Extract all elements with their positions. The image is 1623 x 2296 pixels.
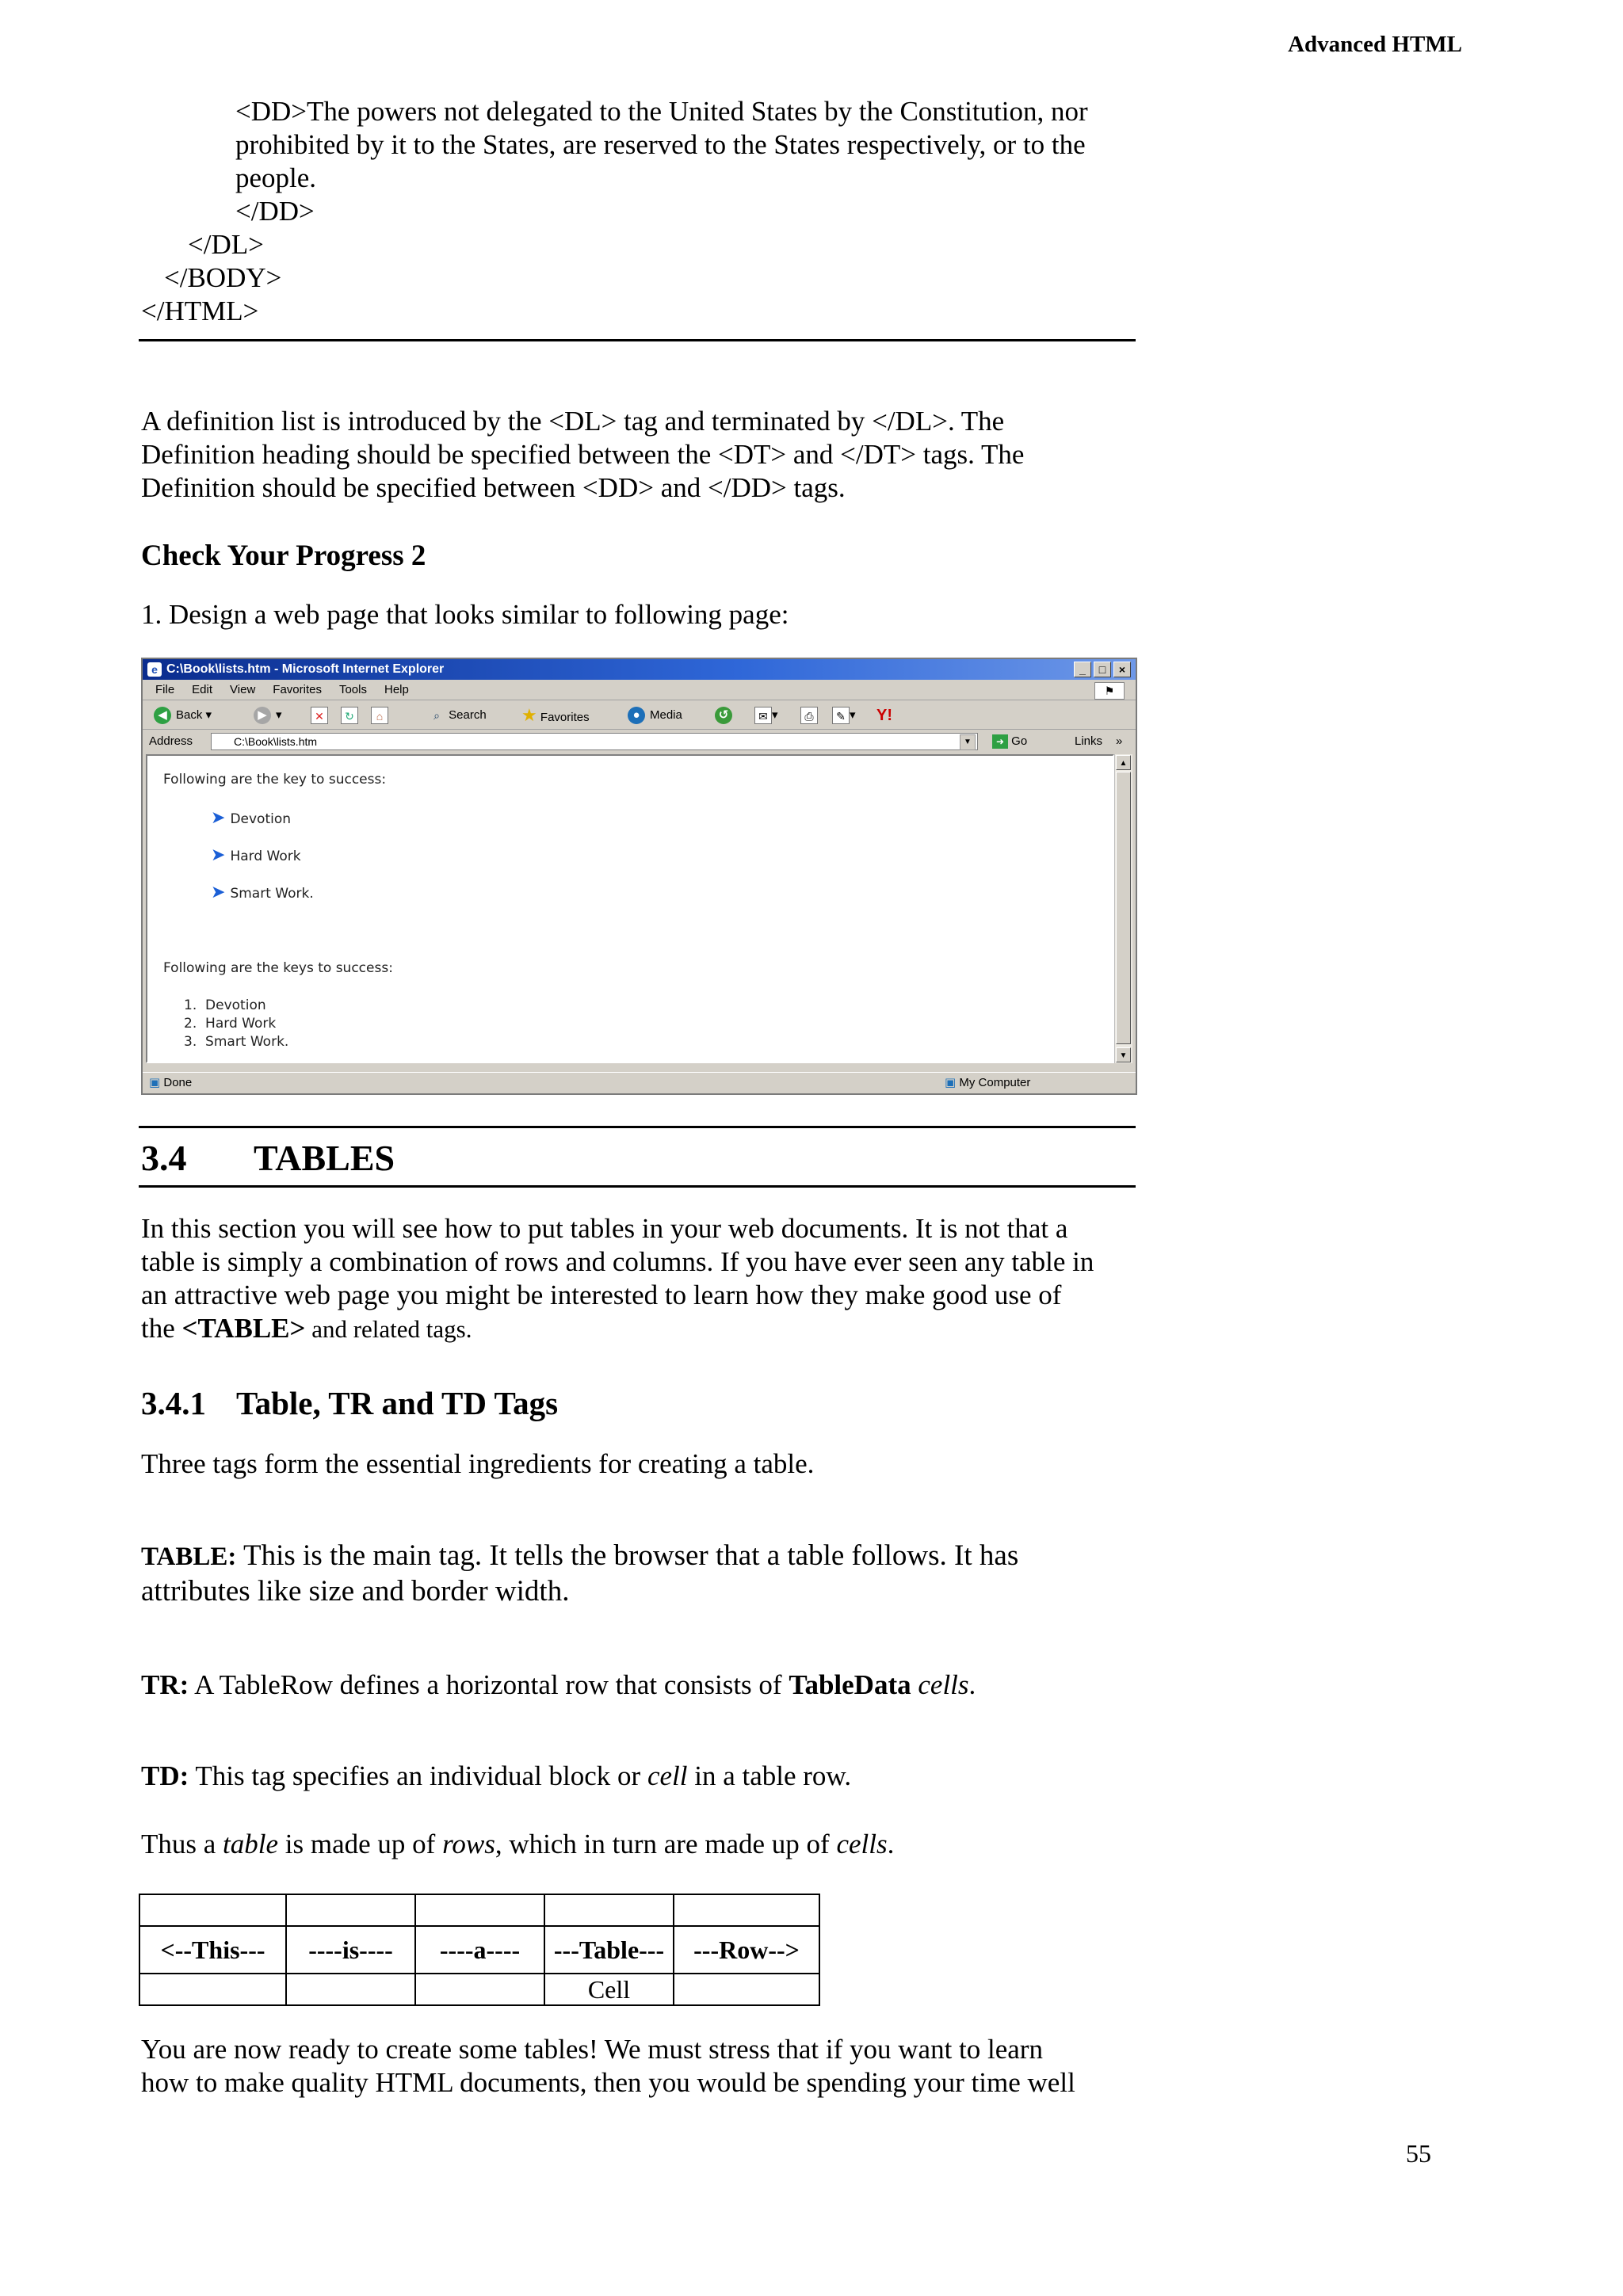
history-icon: ↺ — [715, 705, 737, 726]
go-button: ➜ Go — [992, 730, 1027, 753]
toolbar — [143, 700, 1136, 730]
address-label: Address — [149, 734, 193, 748]
scroll-down-icon: ▼ — [1116, 1047, 1131, 1062]
go-arrow-icon: ➜ — [992, 734, 1008, 749]
table-cell — [415, 1894, 544, 1926]
paragraph-line: You are now ready to create some tables! We must stress that if you want to learn — [141, 2034, 1043, 2065]
table-cell: ----a---- — [415, 1926, 544, 1974]
progress-heading: Check Your Progress 2 — [141, 540, 426, 572]
intro-text: Following are the keys to success: — [163, 960, 393, 976]
paragraph-line: table is simply a combination of rows and columns. If you have ever seen any table in — [141, 1246, 1094, 1277]
table-cell — [139, 1894, 286, 1926]
menu-help: Help — [384, 683, 409, 696]
arrow-bullet-icon: ➤ — [211, 808, 226, 828]
example-table — [139, 1894, 820, 2006]
minimize-icon: _ — [1074, 662, 1091, 677]
code-line: </HTML> — [141, 296, 259, 326]
browser-content — [146, 754, 1114, 1063]
computer-icon: ▣ — [945, 1076, 957, 1089]
address-field: C:\Book\lists.htm ▼ — [211, 733, 978, 750]
scroll-up-icon: ▲ — [1116, 755, 1131, 770]
star-icon: ★ — [521, 705, 537, 725]
ie-logo-icon: e — [147, 662, 162, 677]
table-cell: ---Table--- — [544, 1926, 674, 1974]
table-cell: Cell — [544, 1974, 674, 2005]
arrow-bullet-icon: ➤ — [211, 883, 226, 902]
paragraph-line: Definition should be specified between <DD> and </DD> tags. — [141, 472, 846, 503]
stop-icon: ✕ — [311, 705, 328, 726]
table-cell: <--This--- — [139, 1926, 286, 1974]
menu-bar — [143, 681, 1136, 700]
forward-button: ▶ ▾ — [254, 705, 282, 726]
page-icon: ▣ — [149, 1076, 161, 1089]
section-top-rule — [139, 1126, 1136, 1128]
table-cell: ---Row--> — [674, 1926, 819, 1974]
edit-icon: ✎ ▾ — [832, 705, 856, 726]
mail-icon: ✉ ▾ — [754, 705, 778, 726]
table-cell: ----is---- — [286, 1926, 415, 1974]
running-header: Advanced HTML — [1288, 32, 1462, 57]
paragraph-line: how to make quality HTML documents, then you would be spending your time well — [141, 2067, 1075, 2098]
tr-definition: TR: A TableRow defines a horizontal row that consists of TableData cells. — [141, 1669, 976, 1700]
refresh-icon: ↻ — [341, 705, 358, 726]
table-row — [139, 1926, 819, 1974]
bullet-item: ➤ Hard Work — [211, 845, 301, 865]
page-number: 55 — [1406, 2139, 1431, 2168]
code-line: </DD> — [235, 196, 315, 227]
code-line: prohibited by it to the States, are reserved to the States respectively, or to the — [235, 129, 1086, 160]
section-bottom-rule — [139, 1185, 1136, 1188]
subsection-title: 3.4.1 Table, TR and TD Tags — [141, 1385, 559, 1421]
browser-screenshot — [141, 658, 1137, 1095]
numbered-item: 2. Hard Work — [184, 1016, 277, 1032]
menu-view: View — [230, 683, 256, 696]
media-button: ● Media — [628, 705, 682, 726]
scroll-thumb — [1116, 772, 1131, 1044]
bullet-item: ➤ Devotion — [211, 808, 292, 828]
print-icon: ⎙ — [800, 705, 818, 726]
code-line: people. — [235, 162, 317, 193]
table-definition: TABLE: This is the main tag. It tells the browser that a table follows. It has — [141, 1539, 1019, 1572]
menu-tools: Tools — [338, 683, 367, 696]
address-bar — [143, 730, 1136, 753]
status-bar — [143, 1072, 1136, 1093]
search-button: ⌕ Search — [428, 705, 487, 726]
code-line: </DL> — [188, 229, 264, 260]
table-cell — [286, 1974, 415, 2005]
intro-text: Following are the key to success: — [163, 772, 387, 788]
paragraph-line: Three tags form the essential ingredients for creating a table. — [141, 1448, 815, 1479]
td-definition: TD: This tag specifies an individual block or cell in a table row. — [141, 1760, 852, 1791]
table-row — [139, 1894, 819, 1926]
messenger-icon: Y! — [876, 707, 892, 724]
maximize-icon: □ — [1094, 662, 1111, 677]
progress-question: 1. Design a web page that looks similar to following page: — [141, 599, 789, 630]
code-line: </BODY> — [164, 262, 282, 293]
menu-file: File — [155, 683, 175, 696]
paragraph-line: Definition heading should be specified between the <DT> and </DT> tags. The — [141, 439, 1025, 470]
table-cell — [139, 1974, 286, 2005]
bullet-item: ➤ Smart Work. — [211, 883, 314, 902]
search-icon: ⌕ — [433, 709, 440, 723]
table-row — [139, 1974, 819, 2005]
menu-favorites: Favorites — [273, 683, 322, 696]
section-title: 3.4 TABLES — [141, 1138, 395, 1178]
code-line: <DD>The powers not delegated to the United States by the Constitution, nor — [235, 96, 1088, 127]
vertical-scrollbar — [1114, 754, 1132, 1063]
back-arrow-icon: ◀ — [154, 707, 171, 724]
table-cell — [415, 1974, 544, 2005]
table-definition-cont: attributes like size and border width. — [141, 1575, 570, 1608]
links-label: Links — [1075, 734, 1103, 748]
table-cell — [544, 1894, 674, 1926]
status-left: ▣ Done — [149, 1076, 193, 1089]
window-titlebar — [143, 659, 1136, 680]
back-button: ◀ Back ▾ — [154, 705, 212, 726]
paragraph-line: A definition list is introduced by the <DL> tag and terminated by </DL>. The — [141, 406, 1005, 437]
paragraph-line: In this section you will see how to put tables in your web documents. It is not that a — [141, 1213, 1068, 1244]
window-title: C:\Book\lists.htm - Microsoft Internet Explorer — [166, 662, 445, 676]
chevron-down-icon: ▼ — [960, 734, 976, 750]
chevron-right-icon: » — [1116, 734, 1123, 748]
numbered-item: 3. Smart Work. — [184, 1034, 289, 1050]
table-cell — [674, 1974, 819, 2005]
media-icon: ● — [628, 707, 645, 724]
windows-flag-icon: ⚑ — [1094, 682, 1125, 700]
table-cell — [674, 1894, 819, 1926]
status-right: ▣ My Computer — [945, 1076, 1031, 1089]
code-block-rule — [139, 339, 1136, 341]
forward-arrow-icon: ▶ — [254, 707, 271, 724]
close-icon: × — [1113, 662, 1131, 677]
arrow-bullet-icon: ➤ — [211, 845, 226, 865]
paragraph-line: an attractive web page you might be interested to learn how they make good use of — [141, 1280, 1062, 1310]
table-cell — [286, 1894, 415, 1926]
favorites-button: ★ Favorites — [521, 705, 590, 725]
numbered-item: 1. Devotion — [184, 997, 266, 1013]
paragraph-line: the <TABLE> and related tags. — [141, 1313, 472, 1344]
summary-line: Thus a table is made up of rows, which in turn are made up of cells. — [141, 1829, 895, 1859]
menu-edit: Edit — [192, 683, 213, 696]
home-icon: ⌂ — [371, 705, 388, 726]
